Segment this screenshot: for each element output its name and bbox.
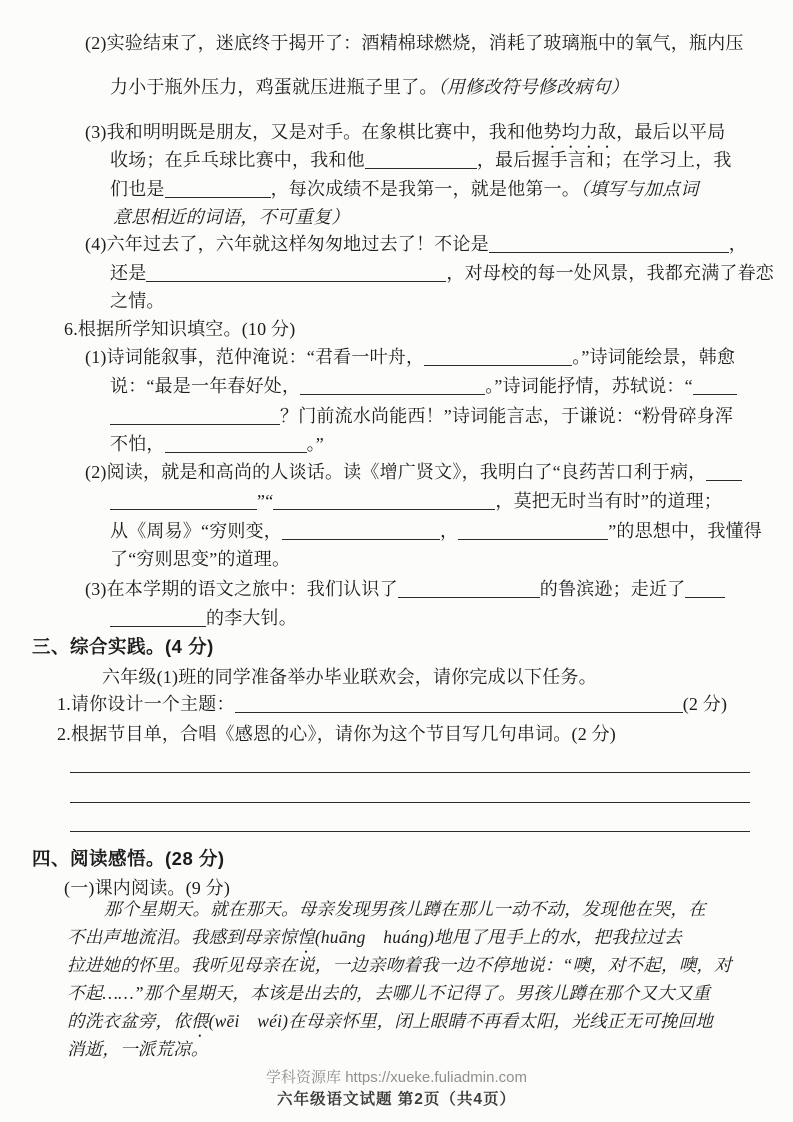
answer-blank[interactable]: [706, 464, 742, 481]
answer-writing-line[interactable]: [70, 772, 750, 773]
question-text: ，最后握手言和；在学习上，我: [476, 150, 732, 170]
answer-blank[interactable]: [273, 493, 495, 510]
passage-line: [67, 954, 732, 976]
question-6-2-line-1: [85, 461, 742, 483]
question-text: 1.请你设计一个主题：: [57, 694, 235, 714]
question-2-line-2: [110, 76, 629, 98]
question-text: (4)六年过去了，六年就这样匆匆地过去了！不论是: [85, 234, 489, 254]
instruction-note: （填写与加点词: [580, 179, 699, 199]
instruction-note: 意思相近的词语，不可重复）: [113, 207, 350, 227]
question-text: 还是: [110, 263, 147, 283]
passage-line: [67, 1038, 209, 1060]
question-6-1-line-2: [110, 375, 737, 397]
question-text: 。”诗词能抒情，苏轼说：“: [485, 376, 693, 396]
section-3-task-1: [57, 693, 727, 715]
passage-text: 不出声地流泪。我感到母亲惊: [67, 927, 298, 947]
dotted-emphasis-word: 势均力敌: [543, 122, 617, 142]
question-6-1-line-4: [110, 433, 324, 455]
answer-blank[interactable]: [165, 181, 271, 198]
answer-blank[interactable]: [110, 408, 280, 425]
score-note: (2 分): [682, 694, 728, 714]
dotted-emphasis-word: 惶: [297, 927, 315, 947]
passage-text: 不起……”那个星期天，本该是出去的，去哪儿不记得了。男孩儿蹲在那个又大又重: [67, 983, 711, 1003]
passage-text: 消逝，一派荒凉。: [67, 1039, 209, 1059]
answer-blank[interactable]: [282, 523, 440, 540]
question-3-line-2: [110, 149, 732, 171]
section-title: 三、综合实践。(4 分): [32, 636, 214, 657]
question-3-line-1: [85, 121, 725, 152]
answer-writing-line[interactable]: [70, 831, 750, 832]
question-text: 们也是: [110, 179, 165, 199]
question-6-3-line-1: [85, 578, 725, 600]
instruction-note: （用修改符号修改病句）: [437, 77, 629, 97]
answer-blank[interactable]: [685, 581, 725, 598]
passage-text: (huāng huáng)地甩了甩手上的水，把我拉过去: [314, 927, 682, 947]
answer-blank[interactable]: [365, 152, 477, 169]
question-text: (3)在本学期的语文之旅中：我们认识了: [85, 579, 398, 599]
question-text: (3)我和明明既是朋友，又是对手。在象棋比赛中，我和他: [85, 122, 544, 142]
question-text: 6.根据所学知识填空。(10 分): [64, 319, 296, 339]
question-text: ，最后以平局: [616, 122, 726, 142]
question-text: ？门前流水尚能西！”诗词能言志，于谦说：“粉骨碎身浑: [280, 406, 734, 426]
question-text: 的鲁滨逊；走近了: [539, 579, 686, 599]
question-text: 2.根据节目单，合唱《感恩的心》，请你为这个节目写几句串词。(2 分): [57, 724, 616, 744]
question-6-2-line-2: [110, 490, 722, 512]
question-text: ”的思想中，我懂得: [608, 521, 762, 541]
question-6-3-line-2: [110, 607, 297, 629]
question-text: 了“穷则思变”的道理。: [110, 549, 291, 569]
question-text: 从《周易》“穷则变，: [110, 521, 282, 541]
section-3-task-2: [57, 723, 616, 745]
passage-text: 那个星期天。就在那天。母亲发现男孩儿蹲在那儿一动不动，发现他在哭，在: [104, 899, 706, 919]
sub-section-title: (一)课内阅读。(9 分): [64, 878, 231, 898]
passage-text: 的洗衣盆旁，依: [67, 1011, 191, 1031]
question-6-2-line-3: [110, 520, 762, 542]
footer-source-link[interactable]: [0, 1066, 793, 1087]
question-6-1-line-1: [85, 346, 735, 368]
question-text: ，每次成绩不是我第一，就是他第一。: [270, 179, 581, 199]
question-text: ，: [440, 521, 459, 541]
question-text: (2)阅读，就是和高尚的人谈话。读《增广贤文》，我明白了“良药苦口利于病，: [85, 462, 707, 482]
question-text: 收场；在乒乓球比赛中，我和他: [110, 150, 365, 170]
question-4-line-1: [85, 233, 747, 255]
question-text: 力小于瓶外压力，鸡蛋就压进瓶子里了。: [110, 77, 438, 97]
answer-blank[interactable]: [300, 378, 485, 395]
passage-line: [67, 982, 710, 1004]
question-4-line-2: [110, 262, 774, 284]
question-6-1-line-3: [110, 405, 733, 427]
section-title: 四、阅读感悟。(28 分): [32, 848, 225, 869]
question-text: (2)实验结束了，迷底终于揭开了：酒精棉球燃烧，消耗了玻璃瓶中的氧气，瓶内压: [85, 33, 744, 53]
question-text: 。”: [306, 434, 324, 454]
intro-text: 六年级(1)班的同学准备举办毕业联欢会，请你完成以下任务。: [102, 667, 597, 687]
passage-text: (wēi wéi)在母亲怀里，闭上眼睛不再看太阳，光线正无可挽回地: [208, 1011, 713, 1031]
question-text: 。”诗词能绘景，韩愈: [572, 347, 736, 367]
question-3-line-3: [110, 178, 698, 200]
question-text: ，莫把无时当有时”的道理；: [495, 491, 722, 511]
answer-blank[interactable]: [110, 493, 257, 510]
passage-line: [104, 898, 706, 920]
answer-blank[interactable]: [110, 610, 206, 627]
section-3-intro: [102, 666, 597, 688]
page-number-text: 六年级语文试题 第2页（共4页）: [276, 1091, 517, 1108]
answer-blank[interactable]: [693, 378, 737, 395]
question-4-line-3: [110, 290, 165, 312]
question-text: (1)诗词能叙事，范仲淹说：“君看一叶舟，: [85, 347, 425, 367]
section-4-heading: [32, 848, 225, 870]
question-6-2-line-4: [110, 548, 290, 570]
question-text: 之情。: [110, 291, 165, 311]
passage-line: [67, 926, 682, 957]
question-text: 的李大钊。: [206, 608, 297, 628]
passage-text: 拉进她的怀里。我听见母亲在说，一边亲吻着我一边不停地说：“噢，对不起，噢，对: [67, 955, 732, 975]
question-2-line-1: [85, 32, 744, 54]
answer-blank[interactable]: [235, 696, 683, 713]
question-text: 说：“最是一年春好处，: [110, 376, 301, 396]
question-text: 不怕，: [110, 434, 165, 454]
section-4-sub-heading: [64, 877, 230, 899]
dotted-emphasis-word: 偎: [190, 1011, 209, 1031]
answer-blank[interactable]: [424, 349, 572, 366]
question-6-header: [64, 318, 295, 340]
passage-line: [67, 1010, 713, 1041]
answer-blank[interactable]: [489, 236, 729, 253]
section-3-heading: [32, 636, 214, 658]
source-url-text[interactable]: 学科资源库 https://xueke.fuliadmin.com: [266, 1069, 527, 1086]
answer-blank[interactable]: [146, 265, 446, 282]
question-text: ，对母校的每一处风景，我都充满了眷恋: [446, 263, 775, 283]
answer-writing-line[interactable]: [70, 802, 750, 803]
answer-blank[interactable]: [458, 523, 608, 540]
question-text: ”“: [257, 491, 274, 511]
question-text: ，: [728, 234, 747, 254]
answer-blank[interactable]: [398, 581, 540, 598]
footer-page-number: [0, 1087, 793, 1109]
answer-blank[interactable]: [165, 436, 307, 453]
question-3-line-4: [113, 206, 350, 228]
